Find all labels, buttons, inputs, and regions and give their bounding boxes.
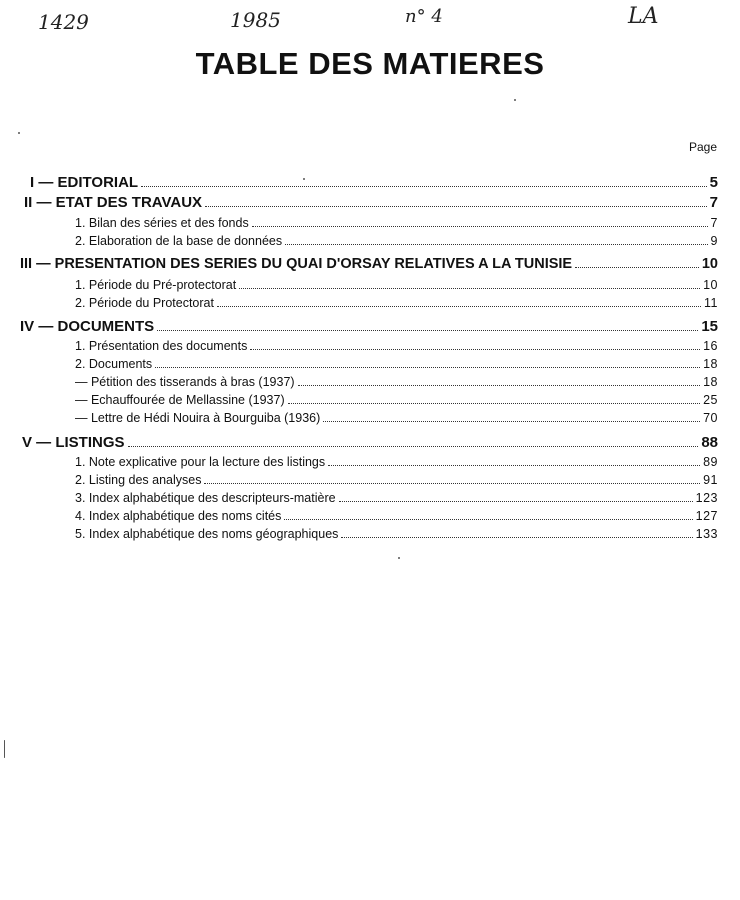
toc-leader-dots xyxy=(204,472,700,484)
toc-entry-label: 1. Note explicative pour la lecture des listings xyxy=(75,454,326,469)
toc-entry-page: 10 xyxy=(701,256,718,273)
toc-entry-documents[interactable] xyxy=(20,317,718,335)
toc-leader-dots xyxy=(284,508,692,520)
toc-entry-label: 2. Elaboration de la base de données xyxy=(75,233,283,248)
toc-entry-label: 2. Documents xyxy=(75,356,153,371)
toc-entry-documents-list[interactable] xyxy=(75,356,718,371)
toc-entry-label: 4. Index alphabétique des noms cités xyxy=(75,508,282,523)
toc-entry-presentation-series[interactable] xyxy=(20,255,718,272)
toc-entry-page: 16 xyxy=(703,338,718,353)
toc-leader-dots xyxy=(285,233,707,245)
toc-entry-label: — Lettre de Hédi Nouira à Bourguiba (1936) xyxy=(75,410,321,425)
toc-entry-lettre[interactable] xyxy=(75,410,718,425)
toc-leader-dots xyxy=(205,193,707,207)
toc-entry-editorial[interactable] xyxy=(30,173,718,191)
scan-speck xyxy=(4,740,5,758)
toc-leader-dots xyxy=(239,277,700,289)
toc-leader-dots xyxy=(575,255,699,268)
toc-entry-listings[interactable] xyxy=(22,433,718,451)
toc-entry-label: 2. Listing des analyses xyxy=(75,472,202,487)
handwritten-note-1: 1429 xyxy=(38,10,89,34)
toc-entry-label: V — LISTINGS xyxy=(22,433,125,451)
toc-entry-bilan[interactable] xyxy=(75,215,718,230)
toc-entry-label: — Echauffourée de Mellassine (1937) xyxy=(75,392,285,407)
toc-entry-page: 89 xyxy=(703,454,718,469)
toc-leader-dots xyxy=(157,317,698,331)
handwritten-note-4: LA xyxy=(628,4,659,29)
toc-entry-label: 3. Index alphabétique des descripteurs-matière xyxy=(75,490,336,505)
toc-leader-dots xyxy=(250,338,700,350)
toc-entry-page: 127 xyxy=(695,508,718,523)
toc-entry-label: I — EDITORIAL xyxy=(30,173,139,191)
toc-entry-page: 11 xyxy=(704,295,718,310)
toc-entry-page: 88 xyxy=(701,433,718,451)
scan-speck xyxy=(303,178,305,180)
toc-leader-dots xyxy=(141,173,707,187)
toc-entry-page: 15 xyxy=(701,317,718,335)
toc-entry-index-noms-geographiques[interactable] xyxy=(75,526,718,541)
toc-entry-label: 2. Période du Protectorat xyxy=(75,295,214,310)
toc-entry-page: 7 xyxy=(709,193,718,211)
toc-entry-etat-des-travaux[interactable] xyxy=(24,193,718,211)
toc-leader-dots xyxy=(328,454,700,466)
toc-leader-dots xyxy=(288,392,700,404)
page-column-header: Page xyxy=(688,140,717,154)
toc-leader-dots xyxy=(298,374,701,386)
toc-entry-index-noms-cites[interactable] xyxy=(75,508,718,523)
toc-entry-note-explicative[interactable] xyxy=(75,454,718,469)
scan-speck xyxy=(18,132,20,134)
toc-entry-label: 5. Index alphabétique des noms géographiques xyxy=(75,526,339,541)
toc-entry-index-descripteurs[interactable] xyxy=(75,490,718,505)
page-title: TABLE DES MATIERES xyxy=(195,46,545,81)
toc-entry-page: 25 xyxy=(703,392,718,407)
toc-entry-page: 7 xyxy=(710,215,718,230)
handwritten-note-2: 1985 xyxy=(230,8,281,32)
toc-entry-label: 1. Bilan des séries et des fonds xyxy=(75,215,249,230)
toc-entry-page: 18 xyxy=(703,356,718,371)
toc-entry-page: 18 xyxy=(703,374,718,389)
toc-entry-label: II — ETAT DES TRAVAUX xyxy=(24,193,203,211)
toc-entry-page: 123 xyxy=(695,490,718,505)
toc-entry-page: 133 xyxy=(695,526,718,541)
toc-entry-page: 70 xyxy=(703,410,718,425)
toc-entry-pre-protectorat[interactable] xyxy=(75,277,718,292)
toc-entry-label: 1. Présentation des documents xyxy=(75,338,248,353)
toc-leader-dots xyxy=(217,295,701,307)
toc-entry-elaboration[interactable] xyxy=(75,233,718,248)
toc-leader-dots xyxy=(323,410,700,422)
toc-entry-petition[interactable] xyxy=(75,374,718,389)
toc-entry-page: 9 xyxy=(710,233,718,248)
toc-entry-protectorat[interactable] xyxy=(75,295,718,310)
toc-entry-echauffouree[interactable] xyxy=(75,392,718,407)
toc-entry-label: IV — DOCUMENTS xyxy=(20,317,155,335)
scan-speck xyxy=(398,557,400,559)
toc-entry-page: 5 xyxy=(709,173,718,191)
toc-leader-dots xyxy=(252,215,708,227)
toc-leader-dots xyxy=(128,433,699,447)
toc-leader-dots xyxy=(339,490,693,502)
toc-entry-presentation-documents[interactable] xyxy=(75,338,718,353)
toc-entry-listing-analyses[interactable] xyxy=(75,472,718,487)
toc-leader-dots xyxy=(155,356,700,368)
toc-entry-page: 10 xyxy=(703,277,718,292)
toc-entry-label: — Pétition des tisserands à bras (1937) xyxy=(75,374,295,389)
toc-entry-label: 1. Période du Pré-protectorat xyxy=(75,277,237,292)
toc-entry-page: 91 xyxy=(703,472,718,487)
toc-entry-label: III — PRESENTATION DES SERIES DU QUAI D'ORSAY RELATIVES A LA TUNISIE xyxy=(20,256,573,273)
toc-leader-dots xyxy=(341,526,692,538)
scan-speck xyxy=(514,99,516,101)
handwritten-note-3: n° 4 xyxy=(405,6,443,27)
